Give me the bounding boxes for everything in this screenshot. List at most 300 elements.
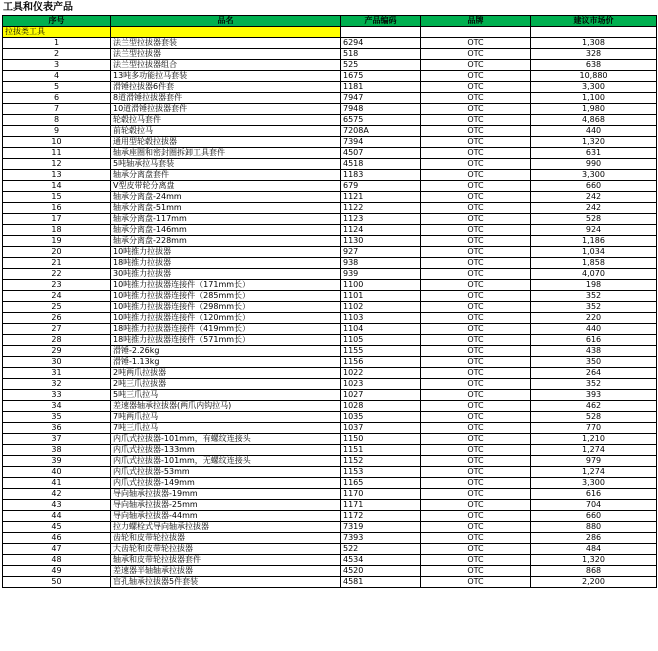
table-row (3, 445, 657, 456)
brand: OTC (421, 203, 531, 214)
product-code: 1102 (341, 302, 421, 313)
table-row (3, 390, 657, 401)
suggested-price: 484 (531, 544, 657, 555)
suggested-price: 3,300 (531, 170, 657, 181)
suggested-price: 393 (531, 390, 657, 401)
row-number: 21 (3, 258, 111, 269)
brand: OTC (421, 247, 531, 258)
suggested-price: 880 (531, 522, 657, 533)
row-number: 34 (3, 401, 111, 412)
table-row (3, 214, 657, 225)
table-row (3, 115, 657, 126)
product-table (2, 15, 657, 588)
brand: OTC (421, 137, 531, 148)
row-number: 31 (3, 368, 111, 379)
table-row (3, 566, 657, 577)
table-row (3, 104, 657, 115)
suggested-price: 242 (531, 203, 657, 214)
brand: OTC (421, 467, 531, 478)
table-row (3, 423, 657, 434)
product-code: 1121 (341, 192, 421, 203)
row-number: 46 (3, 533, 111, 544)
suggested-price: 770 (531, 423, 657, 434)
category-empty (341, 27, 421, 38)
row-number: 44 (3, 511, 111, 522)
row-number: 8 (3, 115, 111, 126)
product-name: 轴承分离盘-146mm (111, 225, 341, 236)
product-code: 7208A (341, 126, 421, 137)
suggested-price: 462 (531, 401, 657, 412)
row-number: 40 (3, 467, 111, 478)
product-code: 4507 (341, 148, 421, 159)
table-row (3, 60, 657, 71)
product-code: 1104 (341, 324, 421, 335)
product-code: 927 (341, 247, 421, 258)
suggested-price: 440 (531, 126, 657, 137)
row-number: 33 (3, 390, 111, 401)
suggested-price: 264 (531, 368, 657, 379)
product-name: 导向轴承拉拔器-25mm (111, 500, 341, 511)
category-label: 拉拔类工具 (3, 27, 111, 38)
product-code: 7319 (341, 522, 421, 533)
brand: OTC (421, 357, 531, 368)
brand: OTC (421, 313, 531, 324)
row-number: 26 (3, 313, 111, 324)
brand: OTC (421, 390, 531, 401)
brand: OTC (421, 533, 531, 544)
product-code: 7948 (341, 104, 421, 115)
product-name: 10吨推力拉拔器连接件（285mm长） (111, 291, 341, 302)
product-name: 10道滑锤拉拔器套件 (111, 104, 341, 115)
suggested-price: 352 (531, 291, 657, 302)
header-price: 建议市场价 (531, 16, 657, 27)
table-row (3, 357, 657, 368)
suggested-price: 1,210 (531, 434, 657, 445)
product-code: 1103 (341, 313, 421, 324)
product-name: 通用型轮毂拉拔器 (111, 137, 341, 148)
product-name: 10吨推力拉拔器连接件（120mm长） (111, 313, 341, 324)
product-name: V型皮带轮分离盘 (111, 181, 341, 192)
product-name: 齿轮和皮带轮拉拔器 (111, 533, 341, 544)
product-code: 4520 (341, 566, 421, 577)
row-number: 10 (3, 137, 111, 148)
product-name: 2吨两爪拉拔器 (111, 368, 341, 379)
header-brand: 品牌 (421, 16, 531, 27)
row-number: 16 (3, 203, 111, 214)
product-code: 4581 (341, 577, 421, 588)
product-code: 1100 (341, 280, 421, 291)
table-row (3, 368, 657, 379)
product-name: 法兰型拉拔器 (111, 49, 341, 60)
brand: OTC (421, 555, 531, 566)
product-code: 1123 (341, 214, 421, 225)
row-number: 22 (3, 269, 111, 280)
suggested-price: 4,868 (531, 115, 657, 126)
table-row (3, 137, 657, 148)
table-row (3, 148, 657, 159)
suggested-price: 438 (531, 346, 657, 357)
row-number: 25 (3, 302, 111, 313)
row-number: 14 (3, 181, 111, 192)
suggested-price: 220 (531, 313, 657, 324)
table-row (3, 93, 657, 104)
suggested-price: 868 (531, 566, 657, 577)
table-row (3, 225, 657, 236)
product-name: 2吨三爪拉拔器 (111, 379, 341, 390)
header-no: 序号 (3, 16, 111, 27)
row-number: 39 (3, 456, 111, 467)
table-row (3, 511, 657, 522)
product-name: 内爪式拉拔器-101mm，有螺纹连接头 (111, 434, 341, 445)
table-row (3, 38, 657, 49)
brand: OTC (421, 126, 531, 137)
product-name: 18吨推力拉拔器连接件（419mm长） (111, 324, 341, 335)
row-number: 19 (3, 236, 111, 247)
product-name: 7吨两爪拉马 (111, 412, 341, 423)
row-number: 32 (3, 379, 111, 390)
row-number: 2 (3, 49, 111, 60)
product-name: 内爪式拉拔器-101mm，无螺纹连接头 (111, 456, 341, 467)
brand: OTC (421, 82, 531, 93)
suggested-price: 1,274 (531, 445, 657, 456)
table-row (3, 401, 657, 412)
brand: OTC (421, 368, 531, 379)
suggested-price: 616 (531, 489, 657, 500)
suggested-price: 2,200 (531, 577, 657, 588)
product-name: 30吨推力拉拔器 (111, 269, 341, 280)
product-name: 滑锤拉拔器6件套 (111, 82, 341, 93)
row-number: 12 (3, 159, 111, 170)
product-name: 轴承分离盘-24mm (111, 192, 341, 203)
brand: OTC (421, 423, 531, 434)
product-code: 1155 (341, 346, 421, 357)
table-row (3, 522, 657, 533)
product-code: 939 (341, 269, 421, 280)
product-code: 1172 (341, 511, 421, 522)
suggested-price: 350 (531, 357, 657, 368)
row-number: 4 (3, 71, 111, 82)
product-code: 1105 (341, 335, 421, 346)
row-number: 29 (3, 346, 111, 357)
product-code: 938 (341, 258, 421, 269)
product-name: 10吨推力拉拔器连接件（298mm长） (111, 302, 341, 313)
row-number: 11 (3, 148, 111, 159)
table-row (3, 335, 657, 346)
row-number: 9 (3, 126, 111, 137)
product-name: 10吨推力拉拔器 (111, 247, 341, 258)
product-name: 轮毂拉马套件 (111, 115, 341, 126)
suggested-price: 440 (531, 324, 657, 335)
table-row (3, 302, 657, 313)
suggested-price: 286 (531, 533, 657, 544)
row-number: 45 (3, 522, 111, 533)
suggested-price: 1,980 (531, 104, 657, 115)
table-row (3, 236, 657, 247)
row-number: 42 (3, 489, 111, 500)
suggested-price: 1,858 (531, 258, 657, 269)
product-name: 5吨轴承拉马套装 (111, 159, 341, 170)
suggested-price: 3,300 (531, 478, 657, 489)
row-number: 35 (3, 412, 111, 423)
row-number: 48 (3, 555, 111, 566)
product-name: 13吨多功能拉马套装 (111, 71, 341, 82)
product-code: 1152 (341, 456, 421, 467)
table-row (3, 126, 657, 137)
product-name: 5吨三爪拉马 (111, 390, 341, 401)
table-row (3, 324, 657, 335)
product-code: 1122 (341, 203, 421, 214)
row-number: 43 (3, 500, 111, 511)
product-code: 1151 (341, 445, 421, 456)
brand: OTC (421, 401, 531, 412)
product-code: 1130 (341, 236, 421, 247)
product-name: 滑锤-2.26kg (111, 346, 341, 357)
header-code: 产品编码 (341, 16, 421, 27)
table-row (3, 247, 657, 258)
table-row (3, 71, 657, 82)
suggested-price: 990 (531, 159, 657, 170)
brand: OTC (421, 170, 531, 181)
product-name: 轴承分离盘-117mm (111, 214, 341, 225)
table-row (3, 203, 657, 214)
brand: OTC (421, 93, 531, 104)
suggested-price: 704 (531, 500, 657, 511)
product-name: 轴承分离盘-51mm (111, 203, 341, 214)
brand: OTC (421, 225, 531, 236)
brand: OTC (421, 280, 531, 291)
table-row (3, 192, 657, 203)
table-row (3, 82, 657, 93)
product-name: 差速器轴承拉拔器(两爪内钩拉马) (111, 401, 341, 412)
suggested-price: 616 (531, 335, 657, 346)
suggested-price: 979 (531, 456, 657, 467)
product-name: 轴承座圈和密封圈拆卸工具套件 (111, 148, 341, 159)
table-row (3, 489, 657, 500)
product-name: 内爪式拉拔器-133mm (111, 445, 341, 456)
table-row (3, 291, 657, 302)
suggested-price: 328 (531, 49, 657, 60)
table-row (3, 533, 657, 544)
product-name: 7吨三爪拉马 (111, 423, 341, 434)
product-name: 滑锤-1.13kg (111, 357, 341, 368)
product-code: 1165 (341, 478, 421, 489)
product-code: 1183 (341, 170, 421, 181)
suggested-price: 631 (531, 148, 657, 159)
product-code: 1170 (341, 489, 421, 500)
product-name: 导向轴承拉拔器-44mm (111, 511, 341, 522)
row-number: 6 (3, 93, 111, 104)
suggested-price: 1,308 (531, 38, 657, 49)
table-row (3, 544, 657, 555)
product-code: 1037 (341, 423, 421, 434)
suggested-price: 660 (531, 511, 657, 522)
suggested-price: 198 (531, 280, 657, 291)
product-code: 7947 (341, 93, 421, 104)
suggested-price: 1,034 (531, 247, 657, 258)
product-name: 大齿轮和皮带轮拉拔器 (111, 544, 341, 555)
header-row (3, 16, 657, 27)
brand: OTC (421, 104, 531, 115)
row-number: 24 (3, 291, 111, 302)
product-name: 法兰型拉拔器套装 (111, 38, 341, 49)
row-number: 15 (3, 192, 111, 203)
table-row (3, 577, 657, 588)
brand: OTC (421, 544, 531, 555)
row-number: 28 (3, 335, 111, 346)
brand: OTC (421, 577, 531, 588)
product-code: 1156 (341, 357, 421, 368)
table-row (3, 456, 657, 467)
suggested-price: 528 (531, 412, 657, 423)
product-name: 导向轴承拉拔器-19mm (111, 489, 341, 500)
table-row (3, 500, 657, 511)
product-name: 18吨推力拉拔器 (111, 258, 341, 269)
product-code: 679 (341, 181, 421, 192)
product-code: 1150 (341, 434, 421, 445)
document-title: 工具和仪表产品 (3, 2, 73, 13)
product-name: 盲孔轴承拉拔器5件套装 (111, 577, 341, 588)
product-code: 1675 (341, 71, 421, 82)
product-code: 1028 (341, 401, 421, 412)
suggested-price: 924 (531, 225, 657, 236)
suggested-price: 352 (531, 379, 657, 390)
category-empty (421, 27, 531, 38)
category-fill (111, 27, 341, 38)
suggested-price: 1,320 (531, 555, 657, 566)
suggested-price: 352 (531, 302, 657, 313)
product-code: 1101 (341, 291, 421, 302)
product-code: 1171 (341, 500, 421, 511)
brand: OTC (421, 489, 531, 500)
row-number: 49 (3, 566, 111, 577)
row-number: 7 (3, 104, 111, 115)
brand: OTC (421, 379, 531, 390)
row-number: 17 (3, 214, 111, 225)
product-code: 1124 (341, 225, 421, 236)
brand: OTC (421, 522, 531, 533)
suggested-price: 1,100 (531, 93, 657, 104)
table-row (3, 434, 657, 445)
brand: OTC (421, 71, 531, 82)
product-name: 内爪式拉拔器-53mm (111, 467, 341, 478)
suggested-price: 638 (531, 60, 657, 71)
brand: OTC (421, 302, 531, 313)
product-name: 轴承分离盘套件 (111, 170, 341, 181)
table-row (3, 269, 657, 280)
brand: OTC (421, 60, 531, 71)
table-row (3, 280, 657, 291)
category-empty (531, 27, 657, 38)
suggested-price: 660 (531, 181, 657, 192)
product-name: 轴承和皮带轮拉拔器套件 (111, 555, 341, 566)
row-number: 27 (3, 324, 111, 335)
row-number: 38 (3, 445, 111, 456)
product-name: 法兰型拉拔器组合 (111, 60, 341, 71)
suggested-price: 4,070 (531, 269, 657, 280)
table-row (3, 159, 657, 170)
product-name: 内爪式拉拔器-149mm (111, 478, 341, 489)
row-number: 47 (3, 544, 111, 555)
table-row (3, 181, 657, 192)
brand: OTC (421, 192, 531, 203)
table-row (3, 258, 657, 269)
row-number: 36 (3, 423, 111, 434)
row-number: 5 (3, 82, 111, 93)
table-row (3, 467, 657, 478)
suggested-price: 1,186 (531, 236, 657, 247)
brand: OTC (421, 346, 531, 357)
header-name: 品名 (111, 16, 341, 27)
brand: OTC (421, 291, 531, 302)
brand: OTC (421, 115, 531, 126)
product-name: 前轮毂拉马 (111, 126, 341, 137)
suggested-price: 528 (531, 214, 657, 225)
product-name: 18吨推力拉拔器连接件（571mm长） (111, 335, 341, 346)
product-name: 轴承分离盘-228mm (111, 236, 341, 247)
row-number: 20 (3, 247, 111, 258)
product-code: 518 (341, 49, 421, 60)
product-code: 1153 (341, 467, 421, 478)
row-number: 13 (3, 170, 111, 181)
suggested-price: 10,880 (531, 71, 657, 82)
product-code: 525 (341, 60, 421, 71)
category-row (3, 27, 657, 38)
row-number: 18 (3, 225, 111, 236)
row-number: 41 (3, 478, 111, 489)
brand: OTC (421, 159, 531, 170)
brand: OTC (421, 324, 531, 335)
brand: OTC (421, 236, 531, 247)
product-code: 7394 (341, 137, 421, 148)
product-code: 7393 (341, 533, 421, 544)
row-number: 30 (3, 357, 111, 368)
table-row (3, 346, 657, 357)
product-name: 8道滑锤拉拔器套件 (111, 93, 341, 104)
product-code: 1027 (341, 390, 421, 401)
table-row (3, 412, 657, 423)
product-code: 1181 (341, 82, 421, 93)
brand: OTC (421, 566, 531, 577)
brand: OTC (421, 181, 531, 192)
product-name: 拉力螺栓式导向轴承拉拔器 (111, 522, 341, 533)
product-code: 4518 (341, 159, 421, 170)
brand: OTC (421, 269, 531, 280)
brand: OTC (421, 148, 531, 159)
product-code: 522 (341, 544, 421, 555)
product-code: 1022 (341, 368, 421, 379)
product-code: 6294 (341, 38, 421, 49)
brand: OTC (421, 335, 531, 346)
brand: OTC (421, 456, 531, 467)
brand: OTC (421, 38, 531, 49)
product-code: 4534 (341, 555, 421, 566)
product-code: 1035 (341, 412, 421, 423)
brand: OTC (421, 258, 531, 269)
product-name: 差速器半轴轴承拉拔器 (111, 566, 341, 577)
brand: OTC (421, 214, 531, 225)
row-number: 1 (3, 38, 111, 49)
brand: OTC (421, 49, 531, 60)
row-number: 3 (3, 60, 111, 71)
row-number: 23 (3, 280, 111, 291)
brand: OTC (421, 412, 531, 423)
table-row (3, 379, 657, 390)
table-row (3, 49, 657, 60)
table-row (3, 170, 657, 181)
suggested-price: 242 (531, 192, 657, 203)
brand: OTC (421, 434, 531, 445)
brand: OTC (421, 445, 531, 456)
